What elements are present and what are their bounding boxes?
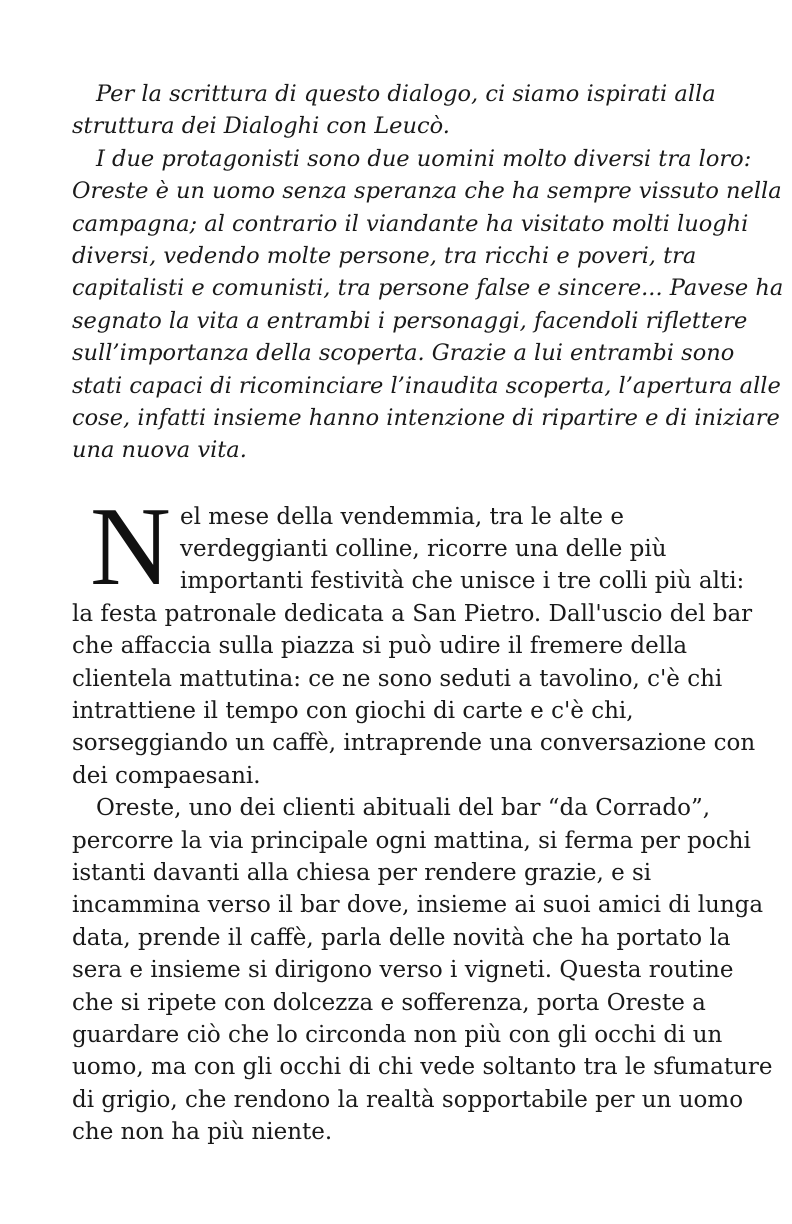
story-line: guardare ciò che lo circonda non più con gli occhi di un xyxy=(72,1021,723,1048)
intro-line: cose, infatti insieme hanno intenzione di ripartire e di iniziare xyxy=(72,404,780,431)
intro-line: struttura dei Dialoghi con Leucò. xyxy=(72,113,450,140)
story-line: uomo, ma con gli occhi di chi vede soltanto tra le sfumature xyxy=(72,1054,773,1081)
document-page xyxy=(72,78,784,1149)
story-paragraphs xyxy=(72,484,773,1149)
intro-line: sull’importanza della scoperta. Grazie a lui entrambi sono xyxy=(72,340,735,367)
intro-paragraphs xyxy=(72,78,784,467)
story-line: verdeggianti colline, ricorre una delle più xyxy=(180,536,667,563)
story-line: dei compaesani. xyxy=(72,762,261,789)
intro-line: campagna; al contrario il viandante ha visitato molti luoghi xyxy=(72,210,749,237)
story-line: intrattiene il tempo con giochi di carte e c'è chi, xyxy=(72,698,634,725)
intro-line: capitalisti e comunisti, tra persone false e sincere... Pavese ha xyxy=(72,275,784,302)
story-line: che non ha più niente. xyxy=(72,1119,333,1146)
story-line: istanti davanti alla chiesa per rendere grazie, e si xyxy=(72,859,652,886)
intro-line: Oreste è un uomo senza speranza che ha sempre vissuto nella xyxy=(72,178,782,205)
intro-line: una nuova vita. xyxy=(72,437,247,464)
story-line: sorseggiando un caffè, intraprende una conversazione con xyxy=(72,730,756,757)
intro-line: diversi, vedendo molte persone, tra ricchi e poveri, tra xyxy=(72,242,697,269)
story-line: importanti festività che unisce i tre colli più alti: xyxy=(180,568,745,595)
story-line: percorre la via principale ogni mattina, si ferma per pochi xyxy=(72,827,751,854)
intro-line: segnato la vita a entrambi i personaggi, facendoli riflettere xyxy=(72,307,748,334)
story-line: el mese della vendemmia, tra le alte e xyxy=(180,503,624,530)
intro-line: stati capaci di ricominciare l’inaudita scoperta, l’apertura alle xyxy=(72,372,781,399)
story-line: che affaccia sulla piazza si può udire il fremere della xyxy=(72,633,688,660)
story-line: la festa patronale dedicata a San Pietro. Dall'uscio del bar xyxy=(72,600,753,627)
story-line: sera e insieme si dirigono verso i vigneti. Questa routine xyxy=(72,957,734,984)
story-line: data, prende il caffè, parla delle novità che ha portato la xyxy=(72,924,731,951)
intro-line: Per la scrittura di questo dialogo, ci siamo ispirati alla xyxy=(96,81,716,107)
story-line: clientela mattutina: ce ne sono seduti a tavolino, c'è chi xyxy=(72,665,723,692)
story-line: di grigio, che rendono la realtà sopportabile per un uomo xyxy=(72,1086,744,1113)
dropcap-block xyxy=(72,484,745,609)
drop-cap-letter: N xyxy=(90,484,171,609)
intro-line: I due protagonisti sono due uomini molto diversi tra loro: xyxy=(96,145,752,172)
story-line: che si ripete con dolcezza e sofferenza, porta Oreste a xyxy=(72,989,706,1016)
story-line: incammina verso il bar dove, insieme ai suoi amici di lunga xyxy=(72,892,764,919)
story-line: Oreste, uno dei clienti abituali del bar “da Corrado”, xyxy=(96,795,711,822)
